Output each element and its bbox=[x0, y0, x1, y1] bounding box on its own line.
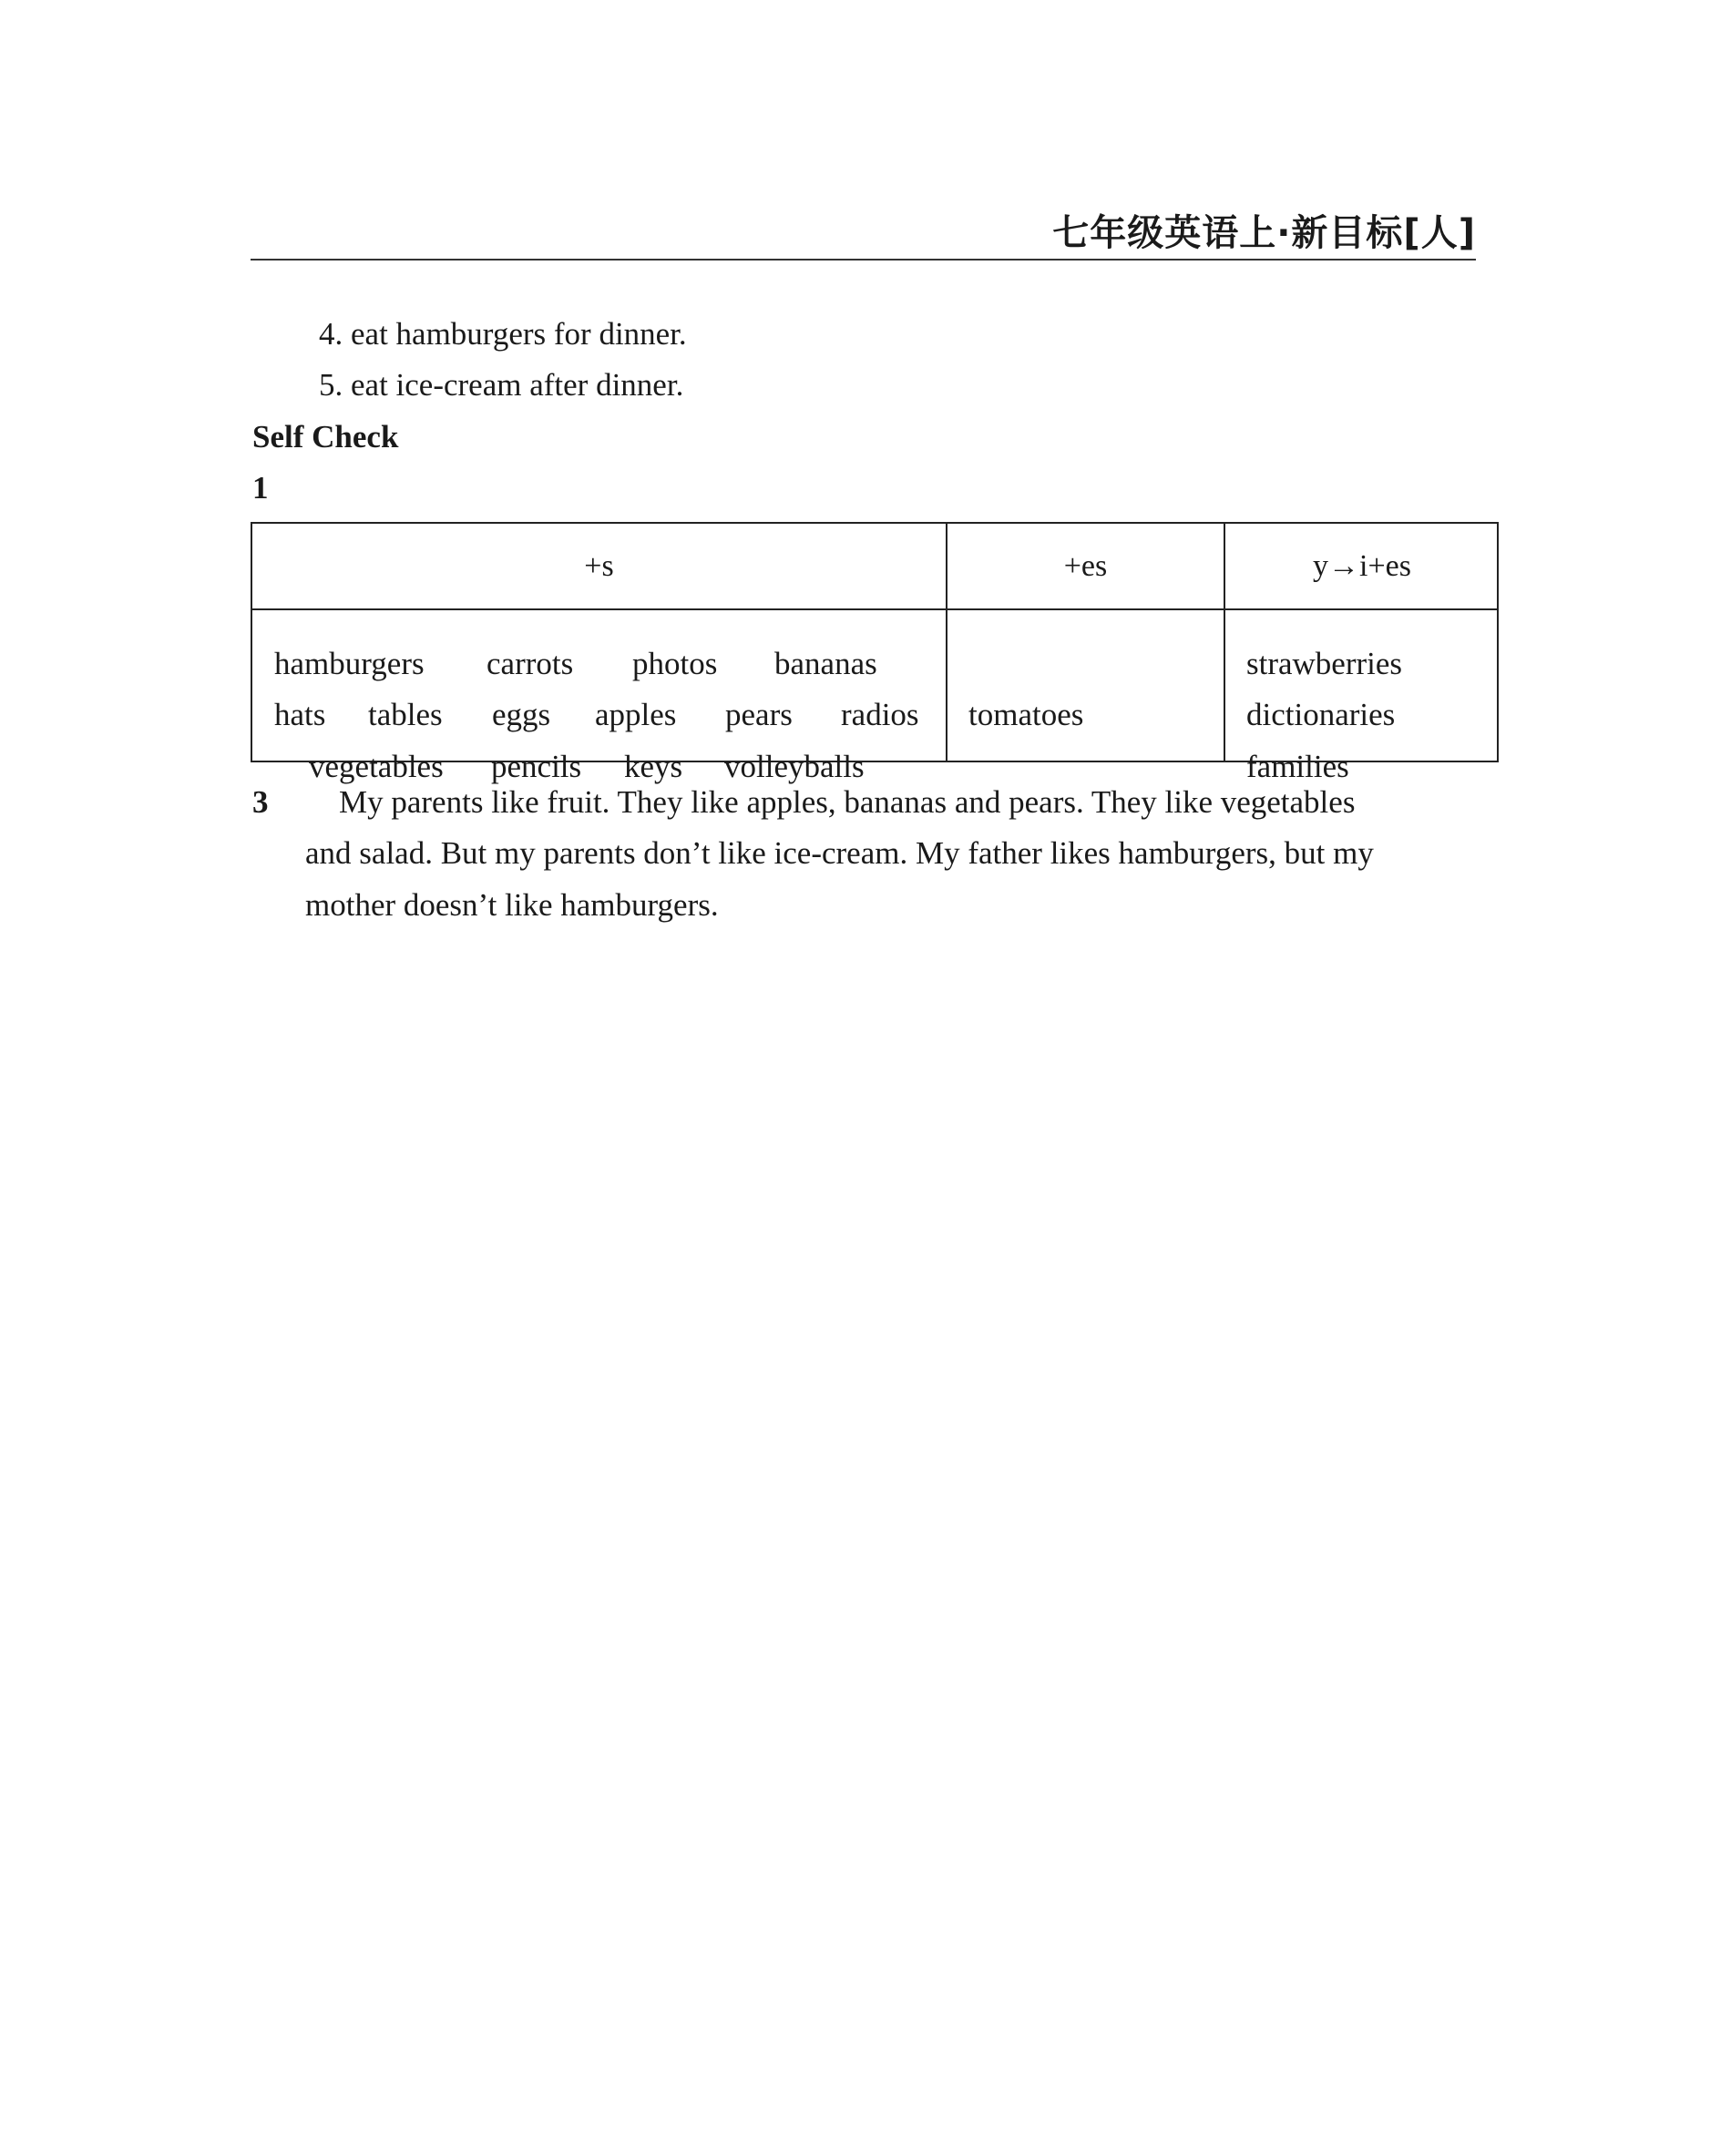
q3-paragraph-line: My parents like fruit. They like apples, bananas and pears. They like vegetables bbox=[339, 784, 1356, 820]
answer-item-4: 4. eat hamburgers for dinner. bbox=[319, 316, 687, 352]
plural-forms-table bbox=[251, 522, 1499, 784]
word: eggs bbox=[492, 697, 551, 732]
word: apples bbox=[595, 697, 677, 732]
word: carrots bbox=[487, 646, 574, 681]
q3-paragraph-line: and salad. But my parents don’t like ice-cream. My father likes hamburgers, but my bbox=[305, 835, 1374, 871]
table-cell-word: strawberries bbox=[1246, 646, 1403, 681]
table-cell-tomatoes: tomatoes bbox=[968, 697, 1084, 732]
table-cell-word: families bbox=[1246, 749, 1349, 784]
word: photos bbox=[632, 646, 718, 681]
question-1-number: 1 bbox=[252, 470, 269, 506]
q3-paragraph-line: mother doesn’t like hamburgers. bbox=[305, 887, 719, 923]
word: pears bbox=[725, 697, 793, 732]
word: radios bbox=[841, 697, 919, 732]
section-title: Self Check bbox=[252, 419, 399, 455]
header-rule bbox=[251, 259, 1476, 261]
word: hats bbox=[274, 697, 326, 732]
table-header-plus-s: +s bbox=[584, 549, 614, 583]
page-header-title: 七年级英语上·新目标[人] bbox=[1052, 212, 1476, 254]
word: bananas bbox=[774, 646, 877, 681]
question-3-number: 3 bbox=[252, 784, 269, 820]
table-header-plus-es: +es bbox=[1063, 549, 1108, 583]
table-cell-row bbox=[274, 690, 919, 741]
word: vegetables bbox=[309, 749, 444, 784]
table-cell-word: dictionaries bbox=[1246, 697, 1396, 732]
word: pencils bbox=[491, 749, 582, 784]
word: volleyballs bbox=[724, 749, 865, 784]
table-header-divider bbox=[252, 608, 1497, 610]
word: tables bbox=[368, 697, 443, 732]
word: hamburgers bbox=[274, 646, 425, 681]
table-header-y-to-ies: y→i+es bbox=[1313, 549, 1411, 583]
word: keys bbox=[624, 749, 683, 784]
answer-item-5: 5. eat ice-cream after dinner. bbox=[319, 367, 684, 403]
table-cell-row bbox=[274, 639, 877, 690]
